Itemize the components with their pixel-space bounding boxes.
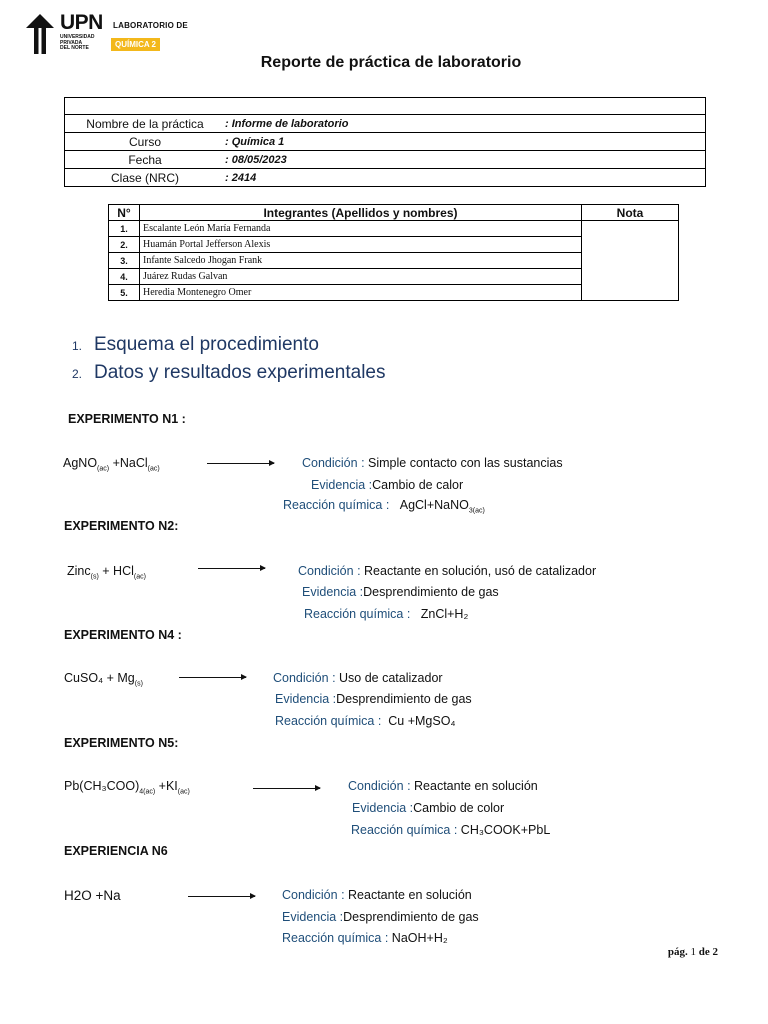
reactants: H2O +Na — [64, 888, 121, 903]
member-name: Escalante León María Fernanda — [140, 221, 582, 237]
info-value: : Química 1 — [225, 133, 706, 151]
arrow-icon — [253, 788, 320, 789]
info-label: Nombre de la práctica — [65, 115, 226, 133]
arrow-icon — [207, 463, 274, 464]
experiment-heading: EXPERIMENTO N5: — [64, 736, 179, 750]
condition-line: Condición : Reactante en solución — [348, 779, 538, 793]
upn-logo-icon — [26, 14, 54, 54]
info-value: : 2414 — [225, 169, 706, 187]
logo-lab-text: LABORATORIO DE — [113, 21, 188, 30]
evidence-line: Evidencia :Desprendimiento de gas — [302, 585, 499, 599]
info-table — [64, 97, 706, 187]
reactants: Zinc$_{(s)}$ + HCl$_{(ac)}$ — [67, 564, 146, 581]
col-grade-header: Nota — [582, 205, 679, 221]
evidence-line: Evidencia :Desprendimiento de gas — [282, 910, 479, 924]
info-value: : 08/05/2023 — [225, 151, 706, 169]
reaction-line: Reacción química : ZnCl+H₂ — [304, 607, 469, 621]
evidence-line: Evidencia :Desprendimiento de gas — [275, 692, 472, 706]
grade-cell — [582, 221, 679, 301]
experiment-heading: EXPERIENCIA N6 — [64, 844, 168, 858]
evidence-line: Evidencia :Cambio de color — [352, 801, 505, 815]
arrow-icon — [198, 568, 265, 569]
info-label: Clase (NRC) — [65, 169, 226, 187]
table-row: 1. Escalante León María Fernanda — [109, 221, 679, 237]
section-heading: 1. Esquema el procedimiento — [72, 334, 319, 355]
members-table — [108, 204, 679, 301]
condition-line: Condición : Simple contacto con las sustancias — [302, 456, 563, 470]
reaction-line: Reacción química : Cu +MgSO₄ — [275, 714, 456, 728]
member-name: Infante Salcedo Jhogan Frank — [140, 253, 582, 269]
logo-brand: UPN — [60, 11, 103, 34]
condition-line: Condición : Reactante en solución, usó de catalizador — [298, 564, 597, 578]
arrow-icon — [188, 896, 255, 897]
info-value: : Informe de laboratorio — [225, 115, 706, 133]
col-members-header: Integrantes (Apellidos y nombres) — [140, 205, 582, 221]
reaction-line: Reacción química : NaOH+H₂ — [282, 931, 448, 945]
experiment-heading: EXPERIMENTO N1 : — [68, 412, 186, 426]
experiment-heading: EXPERIMENTO N4 : — [64, 628, 182, 642]
page-number: pág. 1 de 2 — [667, 946, 718, 958]
table-row: 3. Infante Salcedo Jhogan Frank — [109, 253, 679, 269]
logo-university: UNIVERSIDAD PRIVADA DEL NORTE — [60, 34, 95, 51]
condition-line: Condición : Uso de catalizador — [273, 671, 443, 685]
reactants: AgNO$_{(ac)}$ +NaCl$_{(ac)}$ — [63, 456, 160, 473]
subject-badge: QUÍMICA 2 — [111, 38, 160, 51]
reaction-line: Reacción química : CH₃COOK+PbL — [351, 823, 551, 837]
condition-line: Condición : Reactante en solución — [282, 888, 472, 902]
page-title: Reporte de práctica de laboratorio — [260, 54, 522, 71]
member-name: Huamán Portal Jefferson Alexis — [140, 237, 582, 253]
reaction-line: Reacción química : AgCl+NaNO$_{3(ac)}$ — [283, 498, 485, 515]
col-number-header: N° — [109, 205, 140, 221]
member-name: Juárez Rudas Galvan — [140, 269, 582, 285]
info-label: Curso — [65, 133, 226, 151]
info-label: Fecha — [65, 151, 226, 169]
table-row: 4. Juárez Rudas Galvan — [109, 269, 679, 285]
evidence-line: Evidencia :Cambio de calor — [311, 478, 464, 492]
experiment-heading: EXPERIMENTO N2: — [64, 519, 179, 533]
table-row: 5. Heredia Montenegro Omer — [109, 285, 679, 301]
reactants: CuSO₄ + $Mg_{(s)}$ — [64, 671, 143, 688]
table-row: 2. Huamán Portal Jefferson Alexis — [109, 237, 679, 253]
arrow-icon — [179, 677, 246, 678]
section-heading: 2. Datos y resultados experimentales — [72, 362, 386, 383]
member-name: Heredia Montenegro Omer — [140, 285, 582, 301]
reactants: $Pb(CH_3COO)_{4(ac)} +KI_{(ac)}$ — [64, 779, 190, 796]
